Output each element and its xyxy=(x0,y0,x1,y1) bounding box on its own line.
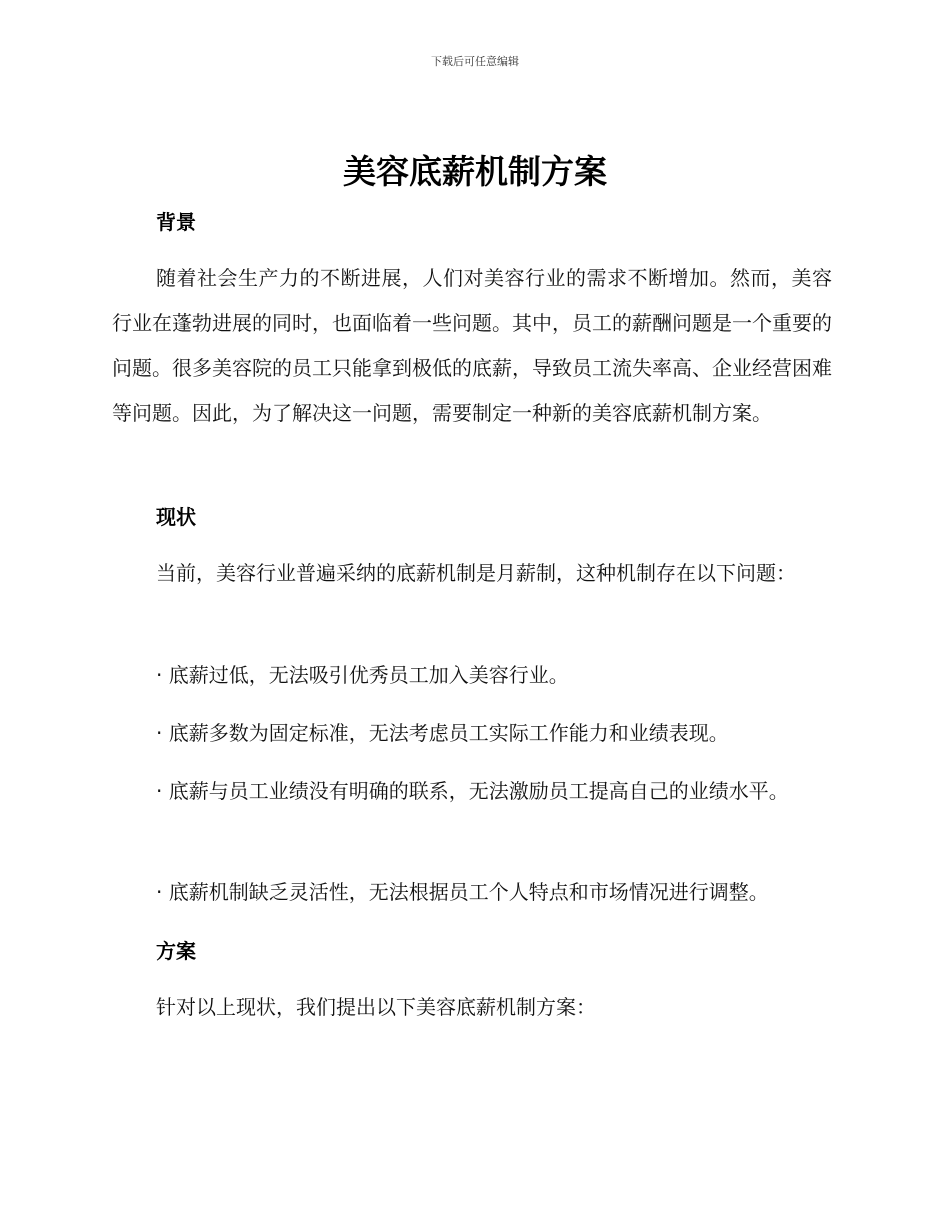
section-heading-plan: 方案 xyxy=(156,939,196,963)
document-title: 美容底薪机制方案 xyxy=(343,152,607,191)
header-note: 下载后可任意编辑 xyxy=(431,55,519,68)
plan-intro-paragraph: 针对以上现状，我们提出以下美容底薪机制方案： xyxy=(156,995,596,1019)
status-intro-paragraph: 当前，美容行业普遍采纳的底薪机制是月薪制，这种机制存在以下问题： xyxy=(156,561,796,585)
status-bullet-3: · 底薪与员工业绩没有明确的联系，无法激励员工提高自己的业绩水平。 xyxy=(156,779,789,803)
status-bullet-2: · 底薪多数为固定标准，无法考虑员工实际工作能力和业绩表现。 xyxy=(156,721,729,745)
section-heading-background: 背景 xyxy=(156,210,196,234)
section-heading-status: 现状 xyxy=(156,505,196,529)
status-bullet-4: · 底薪机制缺乏灵活性，无法根据员工个人特点和市场情况进行调整。 xyxy=(156,880,769,904)
status-bullet-1: · 底薪过低，无法吸引优秀员工加入美容行业。 xyxy=(156,663,569,687)
background-paragraph: 随着社会生产力的不断进展，人们对美容行业的需求不断增加。然而，美容行业在蓬勃进展的同时，也面临着一些问题。其中，员工的薪酬问题是一个重要的问题。很多美容院的员工只能拿到极低的底薪，导致员工流失率高、企业经营困难等问题。因此，为了解决这一问题，需要制定一种新的美容底薪机制方案。 xyxy=(112,266,832,425)
